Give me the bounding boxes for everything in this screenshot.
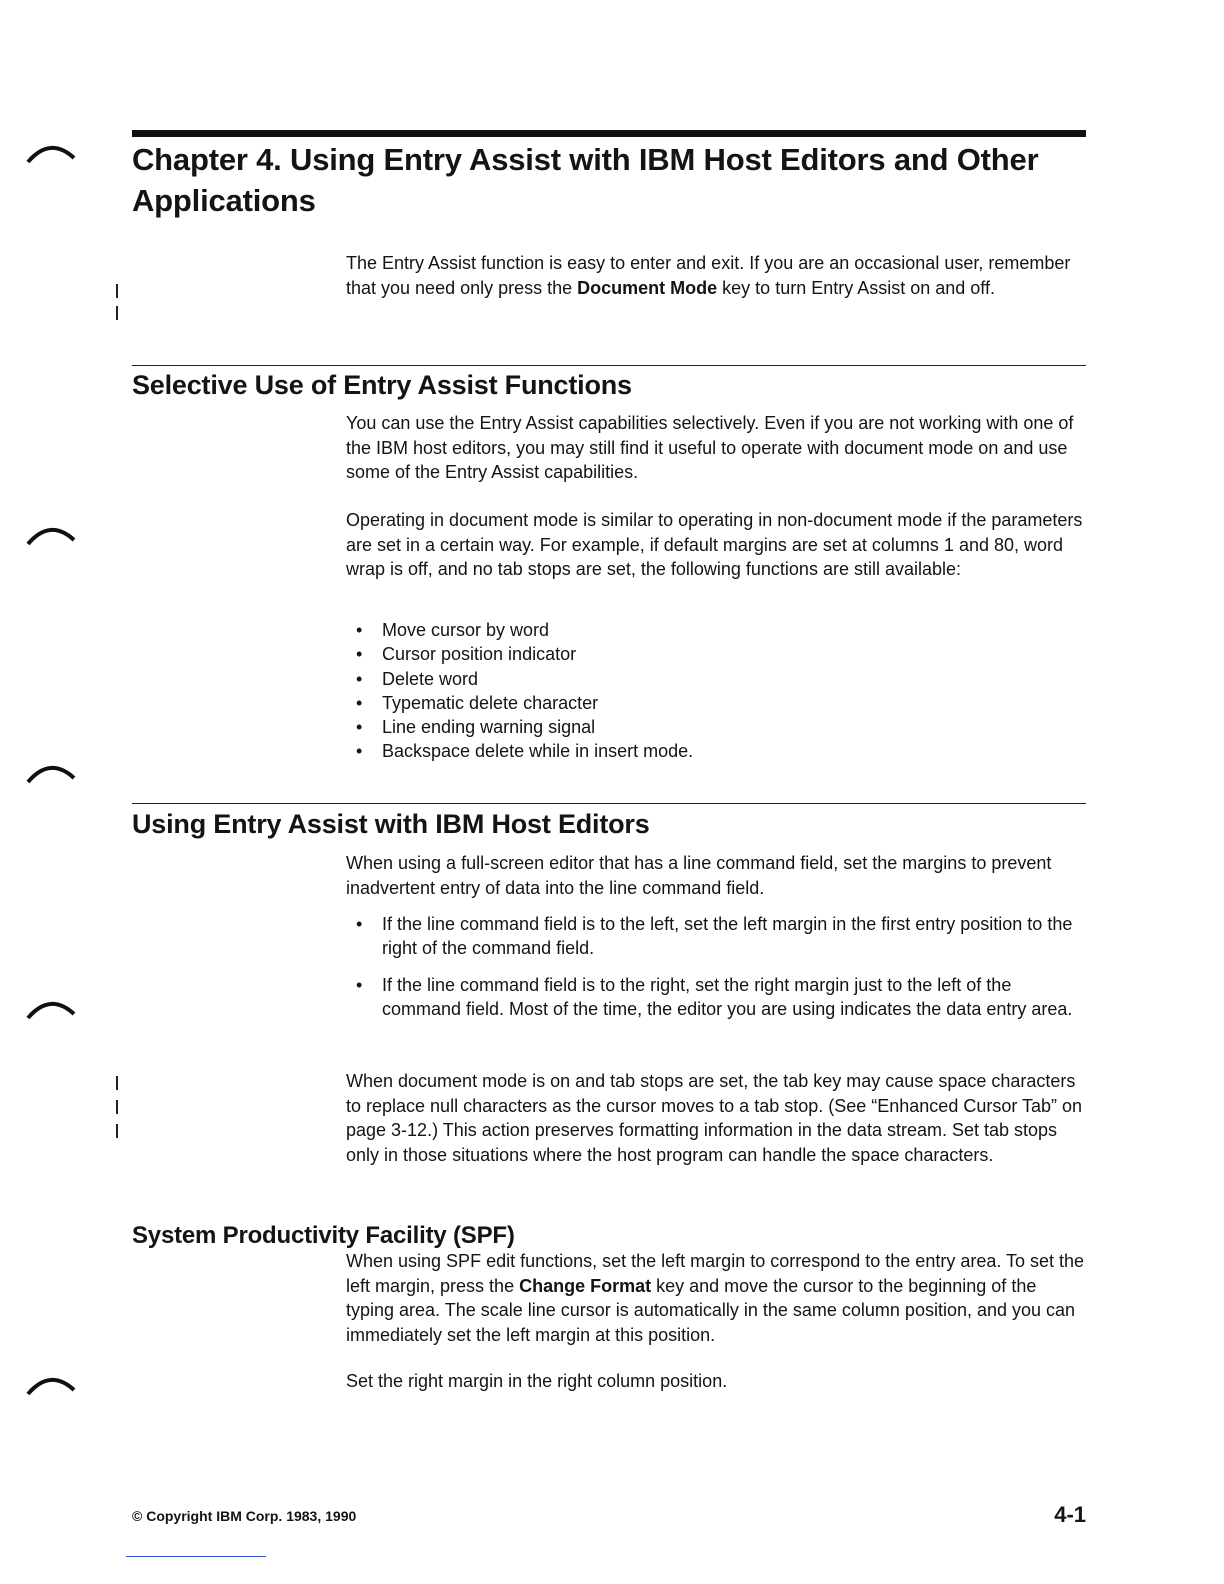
- change-format-key: Change Format: [519, 1275, 652, 1296]
- margin-guidance-list: [346, 912, 1086, 1033]
- list-item: [346, 667, 1086, 691]
- intro-text-start: The Entry Assist function is easy to enter and exit. If you are an occasional user, remember that you need only press the: [346, 253, 1071, 298]
- punch-hole-mark: [24, 996, 78, 1026]
- footer-underline: [126, 1556, 266, 1557]
- list-item-text: Delete word: [382, 668, 479, 689]
- punch-hole-mark: [24, 522, 78, 552]
- punch-hole-mark: [24, 140, 78, 170]
- copyright-notice: © Copyright IBM Corp. 1983, 1990: [132, 1508, 357, 1524]
- list-item-text: Backspace delete while in insert mode.: [382, 741, 694, 762]
- spf-text-end: key and move the cursor to the beginning of the typing area. The scale line cursor is automatically in the same column position, and you can immediately set the left margin at this position.: [346, 1275, 1076, 1345]
- selective-paragraph-1: You can use the Entry Assist capabilities selectively. Even if you are not working with one of the IBM host editors, you may still find it useful to operate with document mode on and use some of the Entry Assist capabilities.: [346, 413, 1074, 482]
- list-item: [346, 973, 1086, 1022]
- available-functions-list: [346, 618, 1086, 764]
- list-item: [346, 642, 1086, 666]
- bullet-glyph: •: [356, 668, 363, 689]
- list-item-text: Typematic delete character: [382, 692, 599, 713]
- list-item: [346, 739, 1086, 763]
- punch-hole-mark: [24, 1372, 78, 1402]
- change-bar: [116, 284, 118, 298]
- list-item-text: Cursor position indicator: [382, 644, 577, 665]
- host-editors-paragraph-1: When using a full-screen editor that has a line command field, set the margins to prevent inadvertent entry of data into the line command field.: [346, 853, 1052, 898]
- list-item: [346, 912, 1086, 961]
- spf-paragraph-1: [346, 1249, 1086, 1347]
- chapter-rule: [132, 130, 1086, 137]
- bullet-glyph: •: [356, 620, 363, 640]
- list-item-text: Line ending warning signal: [382, 717, 596, 738]
- list-item: [346, 618, 1086, 642]
- spf-heading: System Productivity Facility (SPF): [132, 1222, 515, 1249]
- change-bar: [116, 1076, 118, 1090]
- change-bar: [116, 306, 118, 320]
- section-rule: [132, 803, 1086, 804]
- host-editors-paragraph-2: When document mode is on and tab stops are set, the tab key may cause space characters to replace null characters as the cursor moves to a tab stop. (See “Enhanced Cursor Tab” on page 3-12.) This action preserves formatting information in the data stream. Set tab stops only in those situations where the host program can handle the space characters.: [346, 1071, 1083, 1165]
- bullet-glyph: •: [356, 741, 363, 762]
- change-bar: [116, 1124, 118, 1138]
- punch-hole-mark: [24, 760, 78, 790]
- change-bar: [116, 1100, 118, 1114]
- bullet-glyph: •: [356, 692, 363, 713]
- bullet-glyph: •: [356, 914, 363, 934]
- bullet-glyph: •: [356, 717, 363, 738]
- selective-use-heading: Selective Use of Entry Assist Functions: [132, 370, 632, 400]
- section-rule: [132, 365, 1086, 366]
- intro-text-end: key to turn Entry Assist on and off.: [717, 277, 995, 298]
- page-number: 4-1: [1054, 1502, 1086, 1527]
- chapter-title-line2: Applications: [132, 183, 316, 218]
- list-item: [346, 715, 1086, 739]
- chapter-title-line1: Chapter 4. Using Entry Assist with IBM Host Editors and Other: [132, 142, 1039, 177]
- chapter-title: [132, 139, 1092, 221]
- bullet-glyph: •: [356, 644, 363, 665]
- spf-paragraph-2: Set the right margin in the right column position.: [346, 1371, 728, 1391]
- list-item-text: If the line command field is to the left, set the left margin in the first entry position to the right of the command field.: [382, 914, 1073, 959]
- intro-paragraph: [346, 251, 1086, 300]
- list-item-text: If the line command field is to the right, set the right margin just to the left of the command field. Most of the time, the editor you are using indicates the data entry area.: [382, 974, 1073, 1019]
- selective-paragraph-2: Operating in document mode is similar to operating in non-document mode if the parameters are set in a certain way. For example, if default margins are set at columns 1 and 80, word wrap is off, and no tab stops are set, the following functions are still available:: [346, 510, 1083, 579]
- spf-text-start: When using SPF edit functions, set the left margin to correspond to the entry area. To set the left margin, press the: [346, 1251, 1085, 1296]
- list-item: [346, 691, 1086, 715]
- document-mode-key: Document Mode: [577, 277, 718, 298]
- bullet-glyph: •: [356, 974, 363, 995]
- list-item-text: Move cursor by word: [382, 620, 550, 640]
- host-editors-heading: Using Entry Assist with IBM Host Editors: [132, 809, 650, 839]
